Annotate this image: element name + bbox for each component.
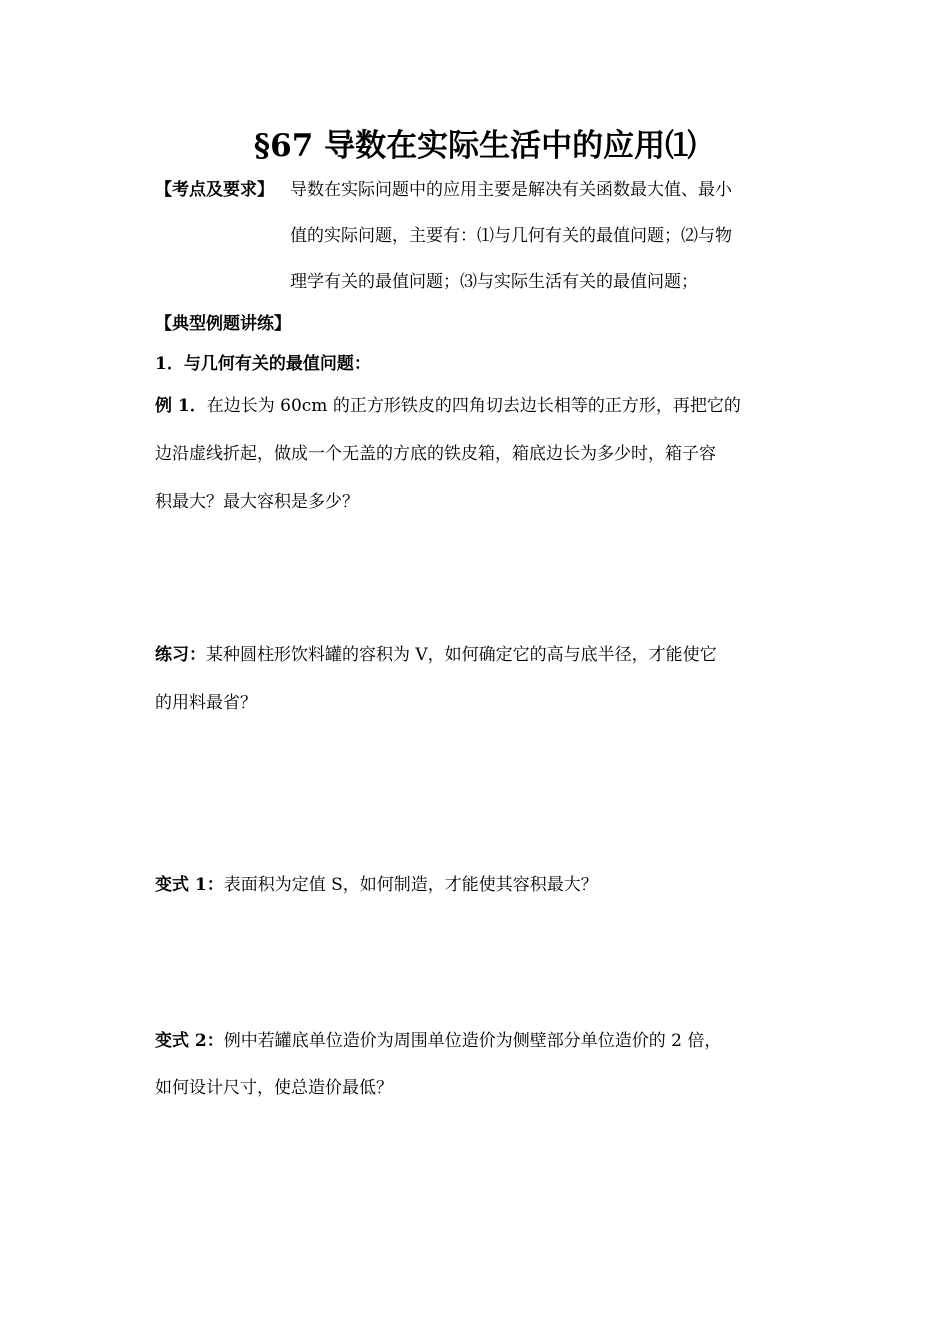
practice-label: 练习： (155, 645, 206, 665)
variant-1-line (155, 870, 598, 900)
practice-line: 的用料最省？ (155, 693, 257, 713)
variant-2-text: 例中若罐底单位造价为周围单位造价为侧壁部分单位造价的 2 倍， (223, 1031, 722, 1051)
requirements-line: 导数在实际问题中的应用主要是解决有关函数最大值、最小 (290, 180, 732, 200)
practice-line (155, 640, 717, 670)
example-1-line: 积最大？最大容积是多少？ (155, 492, 359, 512)
example-1-text: 在边长为 60cm 的正方形铁皮的四角切去边长相等的正方形，再把它的 (206, 396, 741, 416)
page-title: §67 导数在实际生活中的应用⑴ (253, 128, 697, 164)
variant-1-label: 变式 1： (155, 875, 224, 895)
variant-2-line: 如何设计尺寸，使总造价最低？ (155, 1078, 393, 1098)
requirements-line: 值的实际问题，主要有：⑴与几何有关的最值问题；⑵与物 (290, 226, 732, 246)
variant-2-line (155, 1026, 721, 1056)
variant-1-text: 表面积为定值 S，如何制造，才能使其容积最大？ (223, 875, 598, 895)
variant-2-label: 变式 2： (155, 1031, 224, 1051)
example-1-line (155, 391, 741, 421)
requirements-line: 理学有关的最值问题；⑶与实际生活有关的最值问题； (290, 272, 698, 292)
example-1-label: 例 1． (155, 396, 207, 416)
practice-text: 某种圆柱形饮料罐的容积为 V，如何确定它的高与底半径，才能使它 (206, 645, 717, 665)
example-1-line: 边沿虚线折起，做成一个无盖的方底的铁皮箱，箱底边长为多少时，箱子容 (155, 444, 716, 464)
topic-heading: 1．与几何有关的最值问题： (155, 354, 371, 374)
section-heading: 【典型例题讲练】 (155, 314, 291, 334)
requirements-label: 【考点及要求】 (155, 180, 274, 200)
